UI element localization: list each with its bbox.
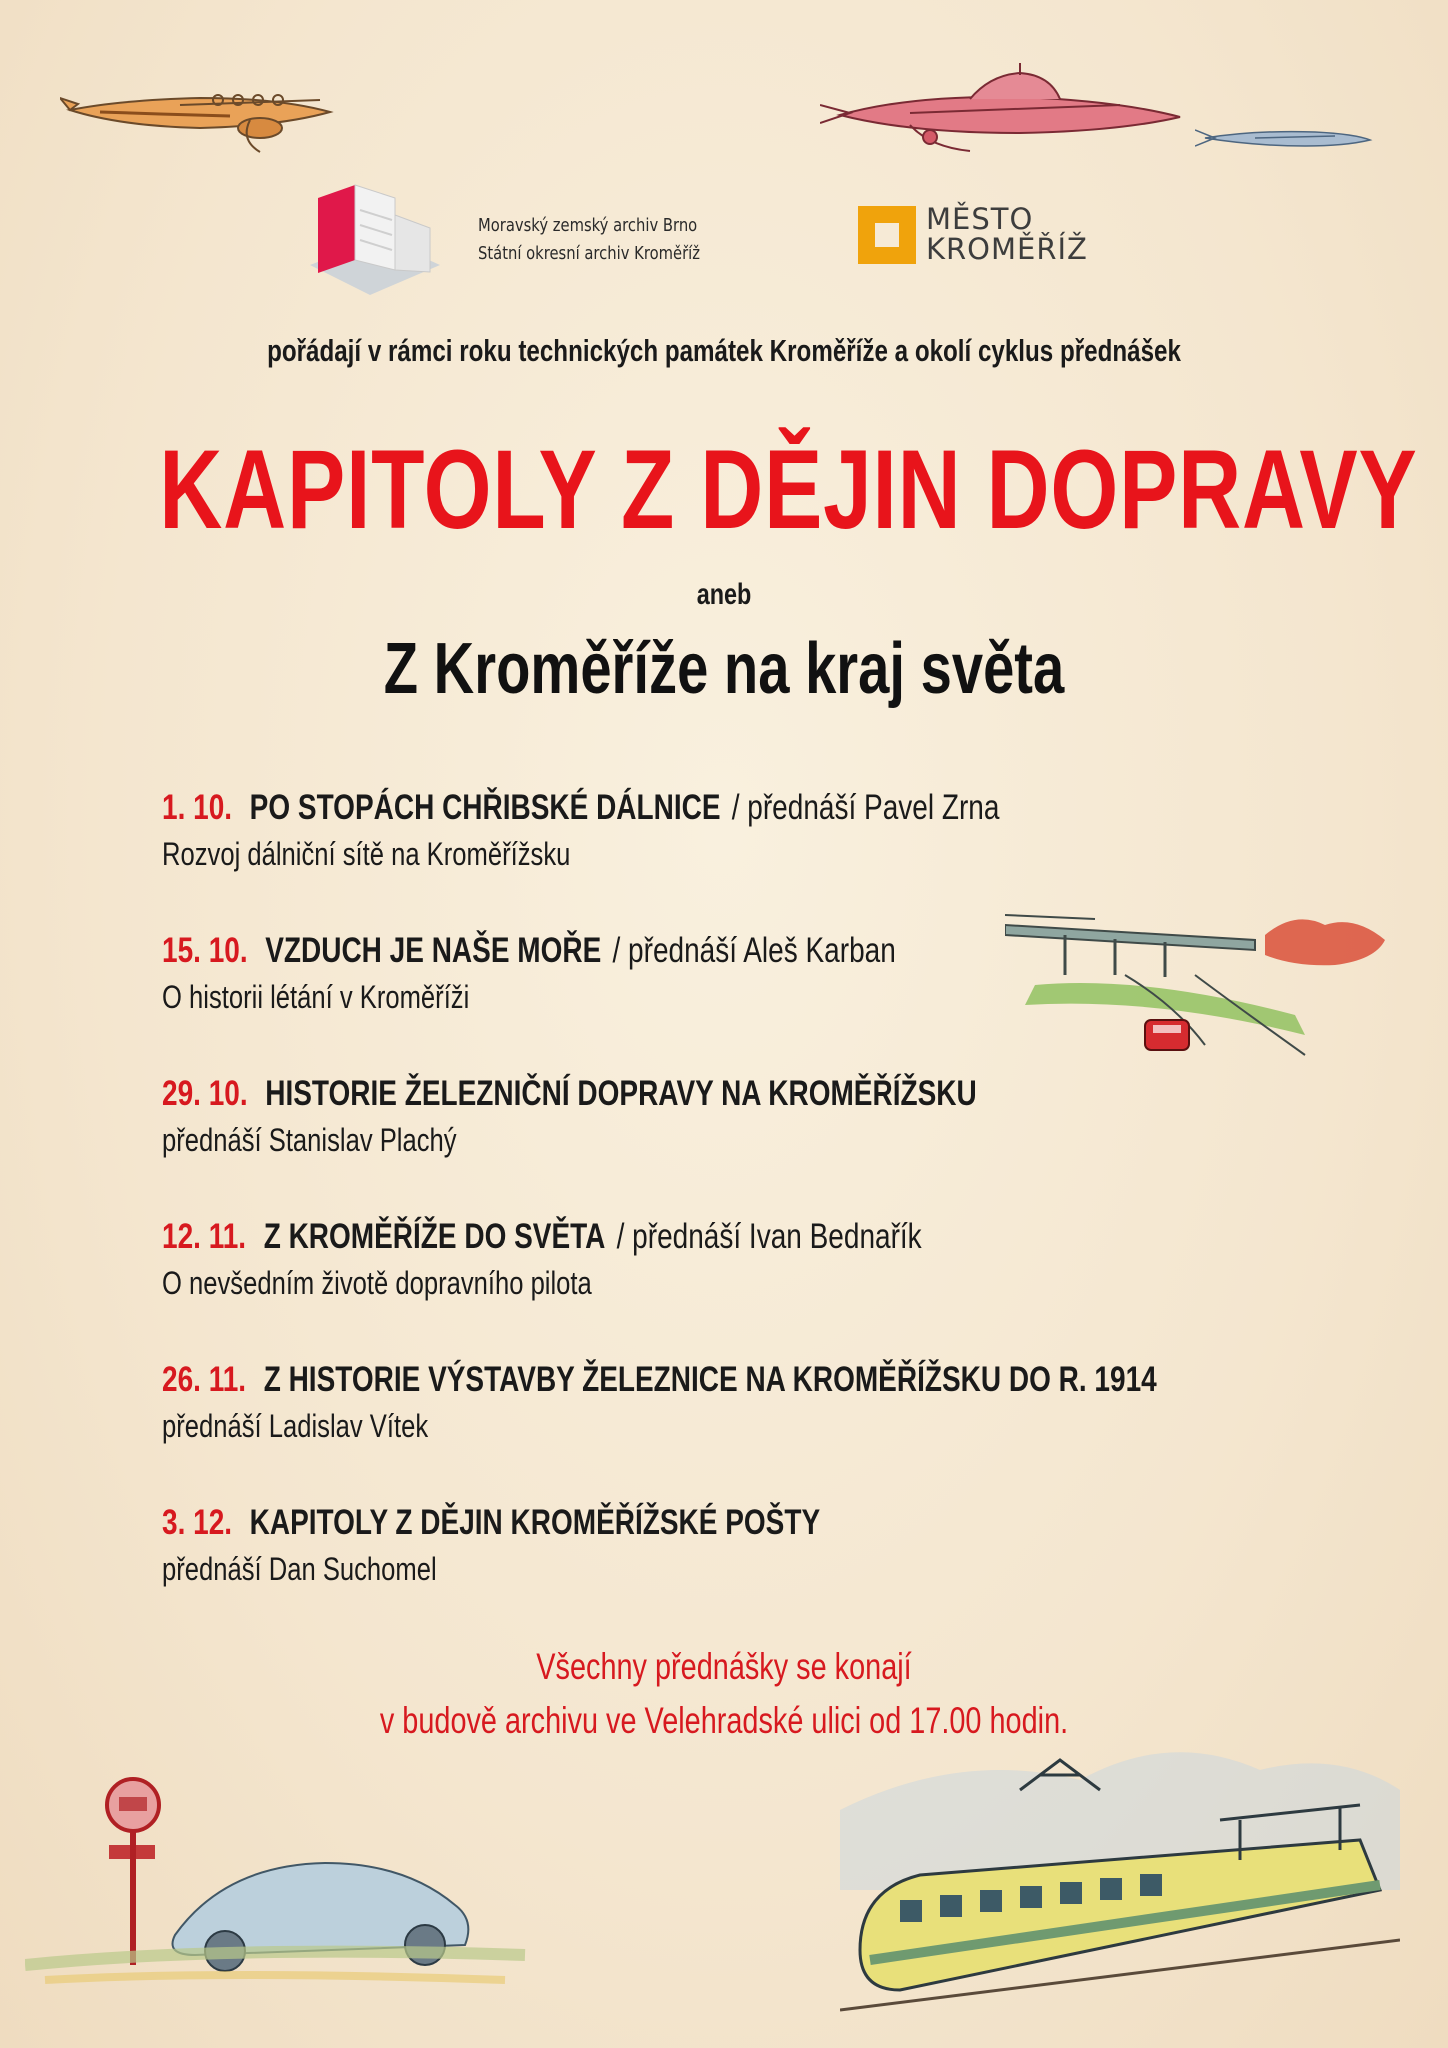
aneb-text — [0, 578, 1448, 612]
archive-names — [478, 212, 700, 268]
highway-bridge-illustration — [1005, 905, 1395, 1065]
lecture-heading — [162, 1072, 988, 1116]
lecture-date: 1. 10. — [162, 788, 233, 827]
main-title — [0, 425, 1448, 554]
lecture-title: Z HISTORIE VÝSTAVBY ŽELEZNICE NA KROMĚŘÍŽSKU DO R. 1914 — [263, 1360, 1157, 1399]
airplane-left-illustration — [60, 70, 350, 160]
city-logo-icon — [858, 206, 916, 264]
aneb-text-content: aneb — [696, 578, 752, 611]
lecture-title: PO STOPÁCH CHŘIBSKÉ DÁLNICE — [249, 788, 721, 827]
electric-train-illustration — [840, 1690, 1400, 2030]
intro-text — [0, 333, 1448, 369]
city-name-line: KROMĚŘÍŽ — [926, 232, 1088, 266]
lecture-description: přednáší Ladislav Vítek — [162, 1408, 429, 1444]
red-airplane-illustration — [820, 55, 1200, 165]
lecture-speaker: / přednáší Ivan Bednařík — [616, 1217, 922, 1256]
lecture-item — [162, 1358, 1168, 1450]
lecture-date: 15. 10. — [162, 931, 248, 970]
archive-name-line: Moravský zemský archiv Brno — [478, 215, 698, 236]
city-name — [926, 204, 1088, 264]
intro-text-content: pořádají v rámci roku technických památek Kroměříže a okolí cyklus přednášek — [267, 333, 1181, 368]
lecture-item — [162, 929, 896, 1021]
lecture-date: 26. 11. — [162, 1360, 247, 1399]
lecture-description: Rozvoj dálniční sítě na Kroměřížsku — [162, 836, 571, 872]
lecture-date: 3. 12. — [162, 1503, 233, 1542]
lecture-speaker: / přednáší Aleš Karban — [612, 931, 896, 970]
lecture-title: HISTORIE ŽELEZNIČNÍ DOPRAVY NA KROMĚŘÍŽSKU — [265, 1074, 977, 1113]
lecture-description: přednáší Dan Suchomel — [162, 1551, 437, 1587]
lecture-item — [162, 786, 999, 878]
lecture-heading — [162, 1501, 831, 1545]
lecture-date: 29. 10. — [162, 1074, 248, 1113]
lecture-description: O historii létání v Kroměříži — [162, 979, 470, 1015]
main-title-content: KAPITOLY Z DĚJIN DOPRAVY — [159, 427, 1418, 552]
subtitle-content: Z Kroměříže na kraj světa — [383, 629, 1065, 709]
car-and-sign-illustration — [25, 1745, 545, 2005]
lecture-description: přednáší Stanislav Plachý — [162, 1122, 457, 1158]
lecture-heading — [162, 786, 999, 830]
archive-logo-icon — [300, 180, 450, 300]
lecture-heading — [162, 1215, 922, 1259]
lecture-item — [162, 1072, 988, 1164]
lecture-item — [162, 1501, 831, 1593]
lecture-heading — [162, 1358, 1168, 1402]
lecture-speaker: / přednáší Pavel Zrna — [731, 788, 1000, 827]
lecture-title: KAPITOLY Z DĚJIN KROMĚŘÍŽSKÉ POŠTY — [249, 1503, 821, 1542]
lecture-date: 12. 11. — [162, 1217, 247, 1256]
small-airplane-illustration — [1195, 118, 1375, 158]
lecture-title: Z KROMĚŘÍŽE DO SVĚTA — [263, 1217, 606, 1256]
lecture-title: VZDUCH JE NAŠE MOŘE — [265, 931, 602, 970]
footer-line: v budově archivu ve Velehradské ulici od 17.00 hodin. — [379, 1700, 1069, 1741]
city-name-line: MĚSTO — [926, 202, 1034, 236]
lecture-item — [162, 1215, 922, 1307]
subtitle — [0, 628, 1448, 710]
footer-line: Všechny přednášky se konají — [536, 1646, 912, 1687]
archive-name-line: Státní okresní archiv Kroměříž — [478, 243, 701, 264]
lecture-heading — [162, 929, 896, 973]
lecture-description: O nevšedním životě dopravního pilota — [162, 1265, 592, 1301]
